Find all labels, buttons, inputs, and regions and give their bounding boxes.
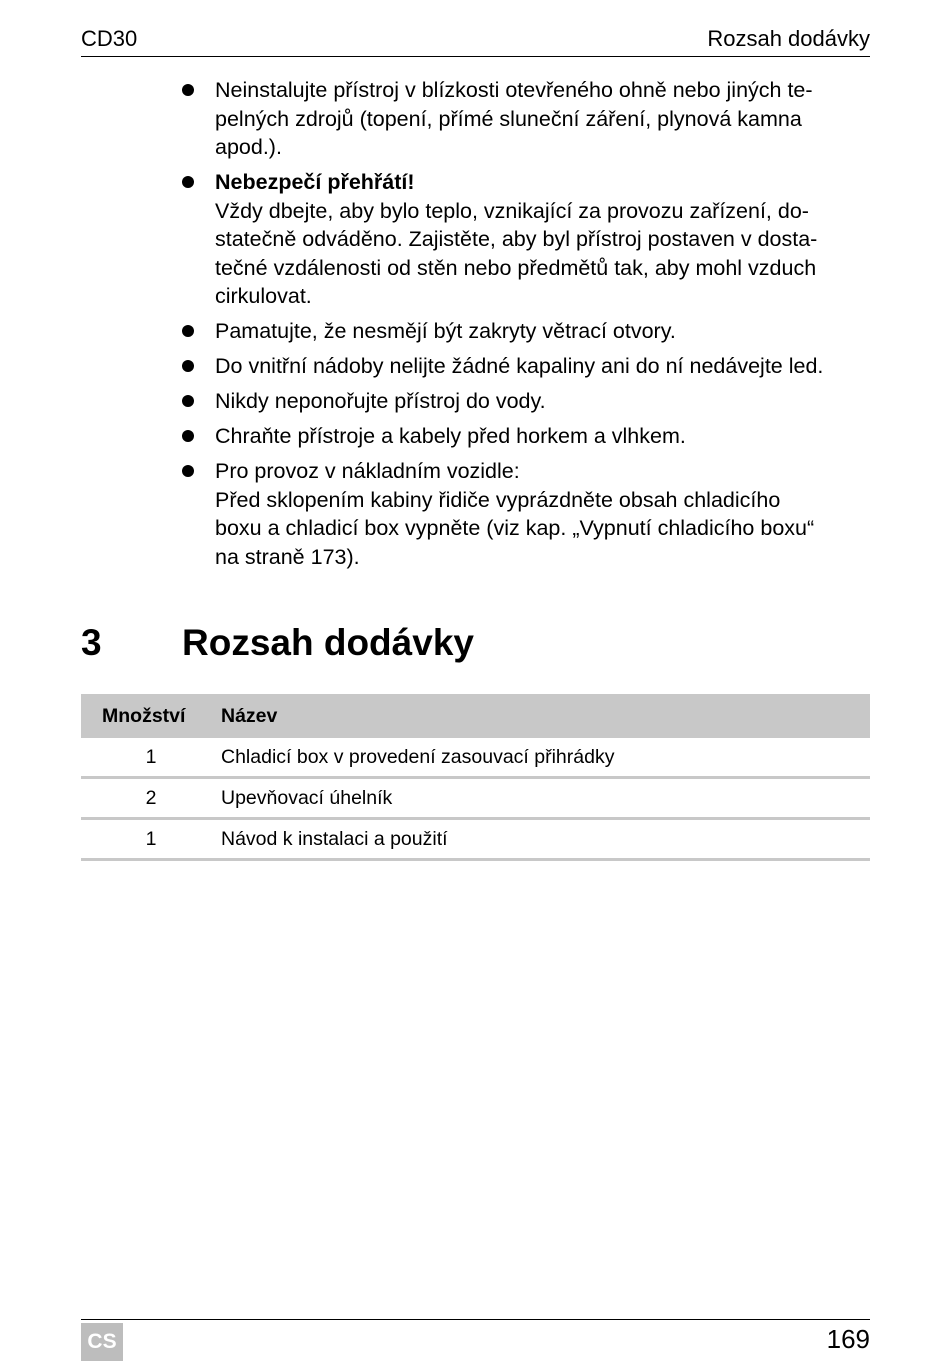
column-header-name: Název	[221, 694, 870, 738]
language-badge: CS	[81, 1323, 123, 1361]
bullet-line: boxu a chladicí box vypněte (viz kap. „Vypnutí chladicího boxu“	[215, 516, 815, 540]
bullet-item	[182, 352, 872, 381]
bullet-line: Chraňte přístroje a kabely před horkem a vlhkem.	[215, 424, 686, 448]
bullet-item	[182, 387, 872, 416]
header-product: CD30	[81, 26, 138, 51]
delivery-scope-table	[81, 694, 870, 861]
bullet-line: Pamatujte, že nesmějí být zakryty větrací otvory.	[215, 319, 676, 343]
bullet-item	[182, 76, 872, 162]
cell-quantity: 1	[81, 738, 221, 778]
bullet-item	[182, 168, 872, 311]
bullet-item	[182, 457, 872, 571]
page-footer	[81, 1319, 870, 1362]
bullet-line: apod.).	[215, 135, 282, 159]
bullet-dot-icon	[182, 84, 194, 96]
bullet-dot-icon	[182, 395, 194, 407]
bullet-dot-icon	[182, 465, 194, 477]
table-row	[81, 738, 870, 778]
bullet-line: cirkulovat.	[215, 284, 312, 308]
bullet-line: pelných zdrojů (topení, přímé sluneční záření, plynová kamna	[215, 106, 802, 131]
bullet-item	[182, 317, 872, 346]
cell-quantity: 2	[81, 778, 221, 819]
bullet-dot-icon	[182, 430, 194, 442]
bullet-dot-icon	[182, 360, 194, 372]
bullet-dot-icon	[182, 176, 194, 188]
table-row	[81, 778, 870, 819]
bullet-line: Před sklopením kabiny řidiče vyprázdněte obsah chladicího	[215, 487, 781, 512]
bullet-line: tečné vzdálenosti od stěn nebo předmětů tak, aby mohl vzduch	[215, 255, 817, 280]
safety-bullet-list	[182, 76, 872, 578]
cell-quantity: 1	[81, 819, 221, 860]
cell-name: Návod k instalaci a použití	[221, 819, 870, 860]
table-row	[81, 819, 870, 860]
table-header-row	[81, 694, 870, 738]
cell-name: Chladicí box v provedení zasouvací přihrádky	[221, 738, 870, 778]
bullet-line: na straně 173).	[215, 544, 360, 569]
bullet-dot-icon	[182, 325, 194, 337]
bullet-line: Neinstalujte přístroj v blízkosti otevřeného ohně nebo jiných te-	[215, 78, 813, 102]
bullet-line: statečně odváděno. Zajistěte, aby byl přístroj postaven v dosta-	[215, 227, 818, 251]
bullet-line: Vždy dbejte, aby bylo teplo, vznikající za provozu zařízení, do-	[215, 198, 809, 223]
column-header-quantity: Množství	[81, 694, 221, 738]
bullet-item	[182, 422, 872, 451]
bullet-line: Nikdy neponořujte přístroj do vody.	[215, 389, 546, 413]
header-section: Rozsah dodávky	[707, 26, 870, 51]
cell-name: Upevňovací úhelník	[221, 778, 870, 819]
bullet-line: Pro provoz v nákladním vozidle:	[215, 459, 520, 483]
bullet-warning-heading: Nebezpečí přehřátí!	[215, 170, 415, 194]
section-heading	[81, 622, 474, 664]
page-number: 169	[826, 1324, 870, 1354]
section-number: 3	[81, 622, 102, 663]
section-title: Rozsah dodávky	[182, 622, 474, 663]
bullet-line: Do vnitřní nádoby nelijte žádné kapaliny ani do ní nedávejte led.	[215, 354, 824, 378]
page-header	[81, 26, 870, 57]
